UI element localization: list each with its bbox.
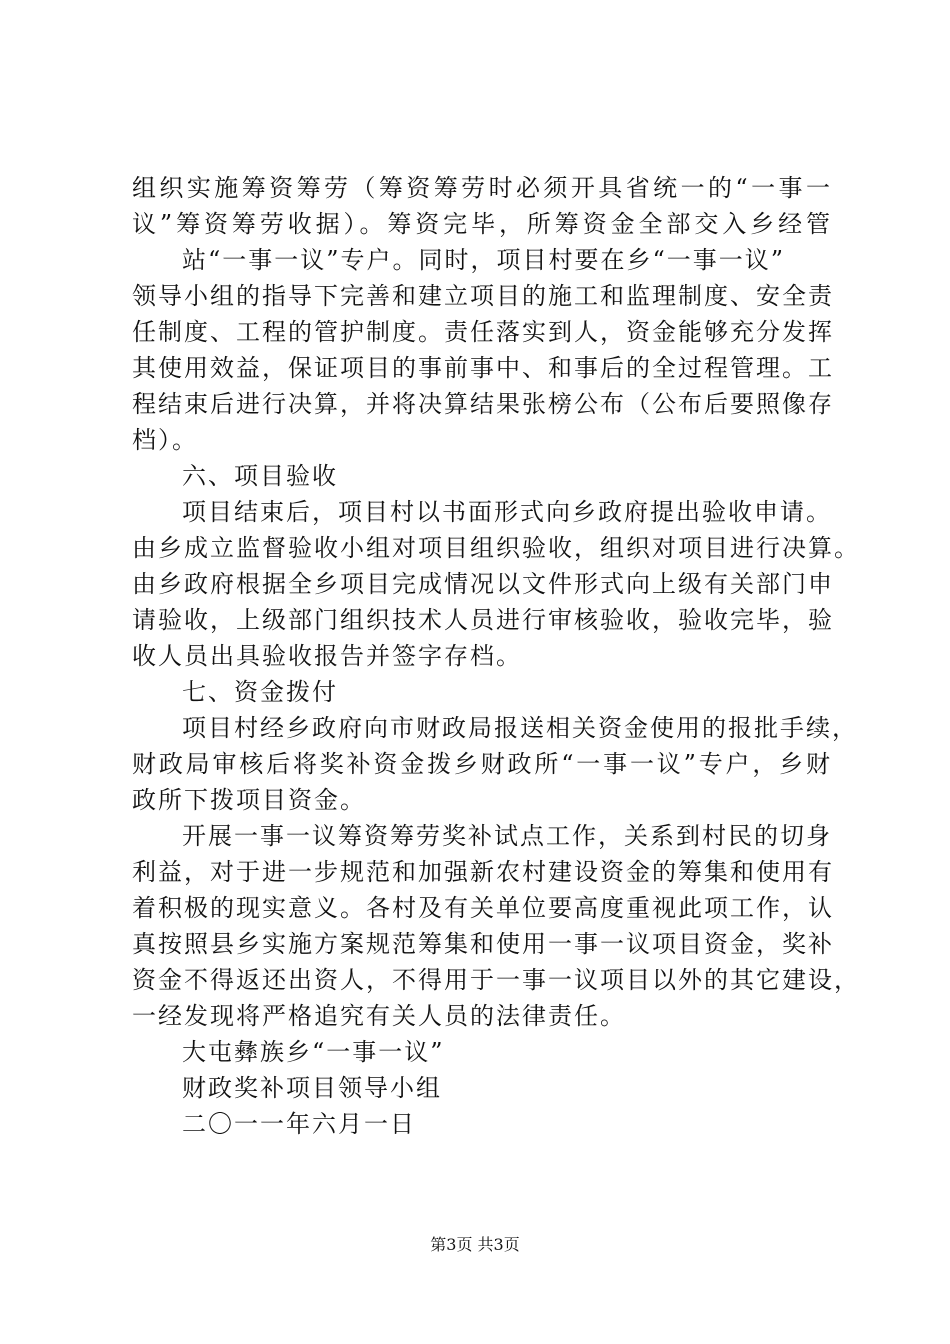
text-line: 项目村经乡政府向市财政局报送相关资金使用的报批手续， [182,714,858,742]
text-line: 任制度、工程的管护制度。责任落实到人，资金能够充分发挥 [132,318,834,346]
text-line: 利益，对于进一步规范和加强新农村建设资金的筹集和使用有 [132,858,834,886]
section-heading: 七、资金拨付 [182,678,338,706]
text-line: 组织实施筹资筹劳（筹资筹劳时必须开具省统一的“一事一 [132,174,832,202]
text-line: 政所下拨项目资金。 [132,786,366,814]
section-heading: 六、项目验收 [182,462,338,490]
text-line: 收人员出具验收报告并签字存档。 [132,642,522,670]
body-text [132,170,860,1142]
text-line: 开展一事一议筹资筹劳奖补试点工作，关系到村民的切身 [182,822,832,850]
text-line: 由乡政府根据全乡项目完成情况以文件形式向上级有关部门申 [132,570,834,598]
page-number: 第3页 共3页 [430,1235,520,1254]
signature-date: 二〇一一年六月一日 [182,1110,416,1138]
text-line: 一经发现将严格追究有关人员的法律责任。 [132,1002,626,1030]
text-line: 资金不得返还出资人，不得用于一事一议项目以外的其它建设， [132,966,860,994]
text-line: 档）。 [132,426,198,454]
text-line: 议”筹资筹劳收据）。筹资完毕，所筹资金全部交入乡经管 [132,210,832,238]
text-line: 项目结束后，项目村以书面形式向乡政府提出验收申请。 [182,498,832,526]
text-line: 由乡成立监督验收小组对项目组织验收，组织对项目进行决算。 [132,534,860,562]
text-line: 真按照县乡实施方案规范筹集和使用一事一议项目资金，奖补 [132,930,834,958]
text-line: 着积极的现实意义。各村及有关单位要高度重视此项工作，认 [132,894,834,922]
text-line: 财政局审核后将奖补资金拨乡财政所“一事一议”专户，乡财 [132,750,832,778]
text-line: 程结束后进行决算，并将决算结果张榜公布（公布后要照像存 [132,390,834,418]
text-line: 请验收，上级部门组织技术人员进行审核验收，验收完毕，验 [132,606,834,634]
signature-org: 大屯彝族乡“一事一议” [182,1038,445,1066]
text-line: 其使用效益，保证项目的事前事中、和事后的全过程管理。工 [132,354,834,382]
signature-group: 财政奖补项目领导小组 [182,1074,442,1102]
text-line: 领导小组的指导下完善和建立项目的施工和监理制度、安全责 [132,282,834,310]
text-line: 站“一事一议”专户。同时，项目村要在乡“一事一议” [182,246,786,274]
